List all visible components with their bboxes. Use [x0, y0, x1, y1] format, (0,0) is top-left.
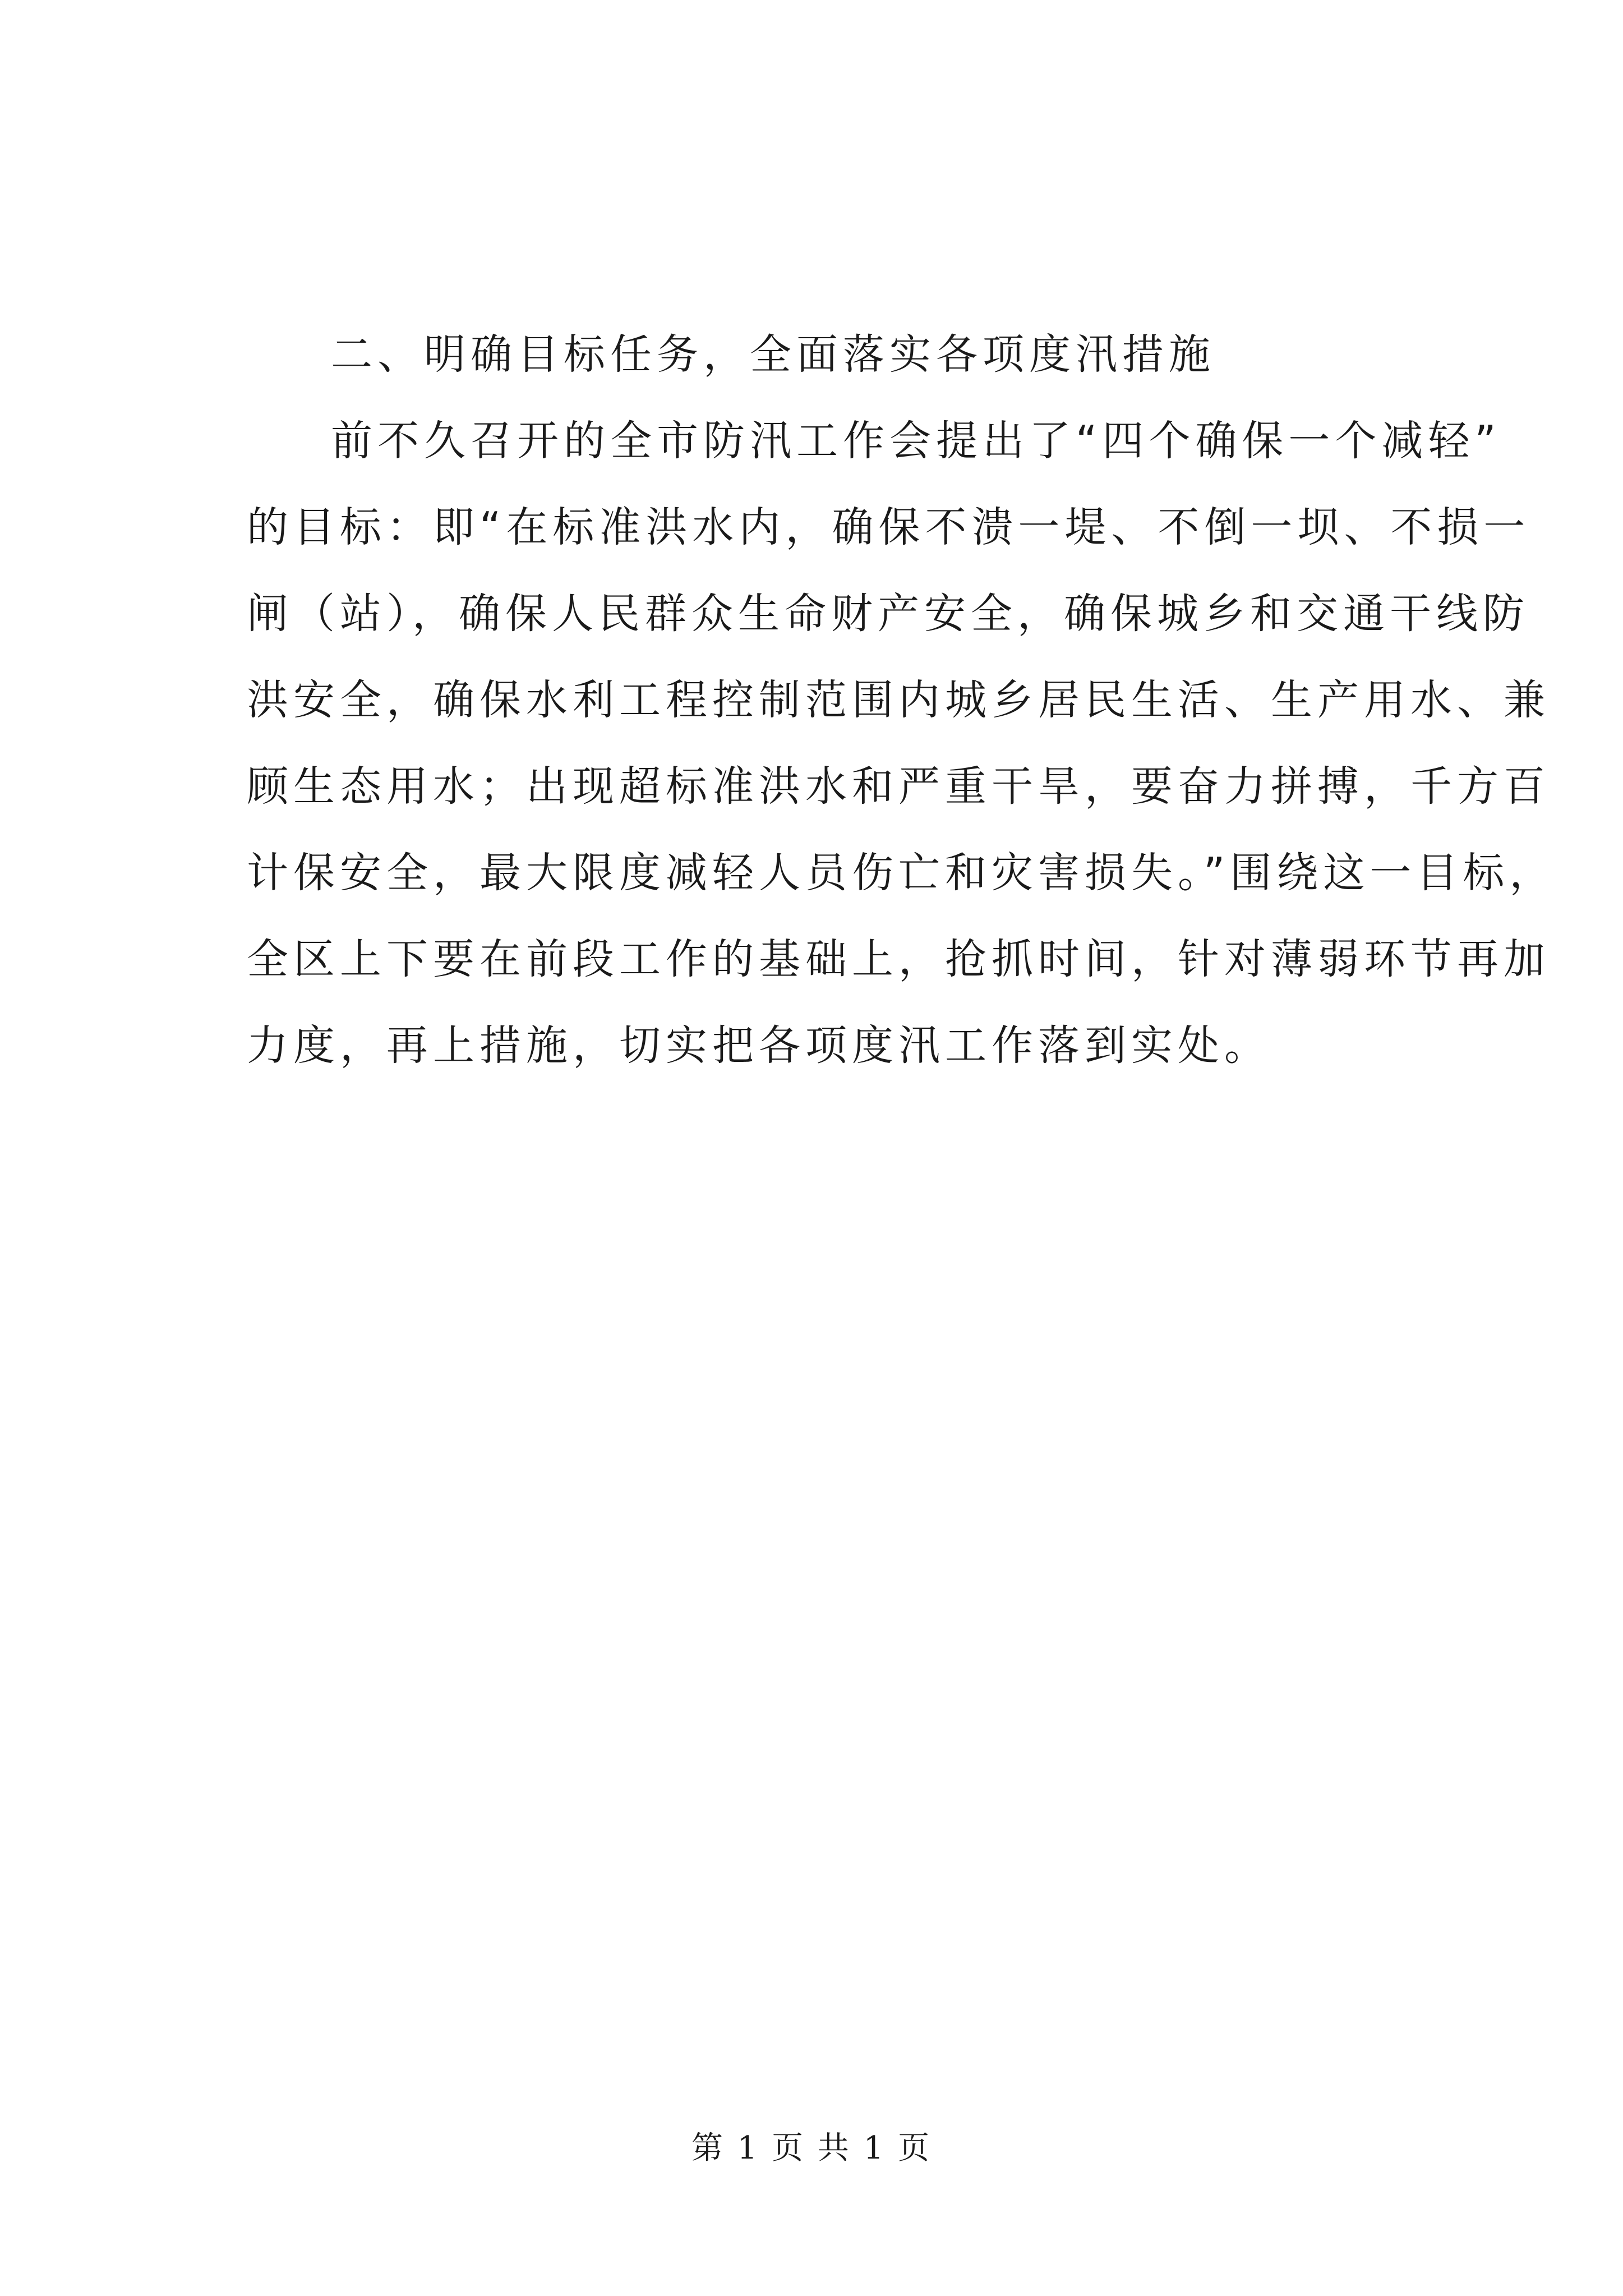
paragraph-line: 顾生态用水；出现超标准洪水和严重干旱，要奋力拼搏，千方百	[247, 762, 1550, 811]
document-body	[247, 311, 1556, 1089]
page-footer: 第 1 页 共 1 页	[691, 2130, 932, 2166]
paragraph-line: 的目标：即“在标准洪水内，确保不溃一堤、不倒一坝、不损一	[247, 503, 1530, 551]
paragraph-line: 洪安全，确保水利工程控制范围内城乡居民生活、生产用水、兼	[247, 676, 1550, 724]
paragraph-line: 闸（站），确保人民群众生命财产安全，确保城乡和交通干线防	[247, 590, 1529, 638]
paragraph-line: 全区上下要在前段工作的基础上，抢抓时间，针对薄弱环节再加	[247, 935, 1550, 983]
paragraph-line: 计保安全，最大限度减轻人员伤亡和灾害损失。”围绕这一目标，	[247, 849, 1556, 897]
paragraph-line: 力度，再上措施，切实把各项度汛工作落到实处。	[247, 1022, 1271, 1070]
section-heading: 二、明确目标任务，全面落实各项度汛措施	[331, 330, 1215, 379]
paragraph-line: 前不久召开的全市防汛工作会提出了“四个确保一个减轻”	[331, 417, 1501, 465]
